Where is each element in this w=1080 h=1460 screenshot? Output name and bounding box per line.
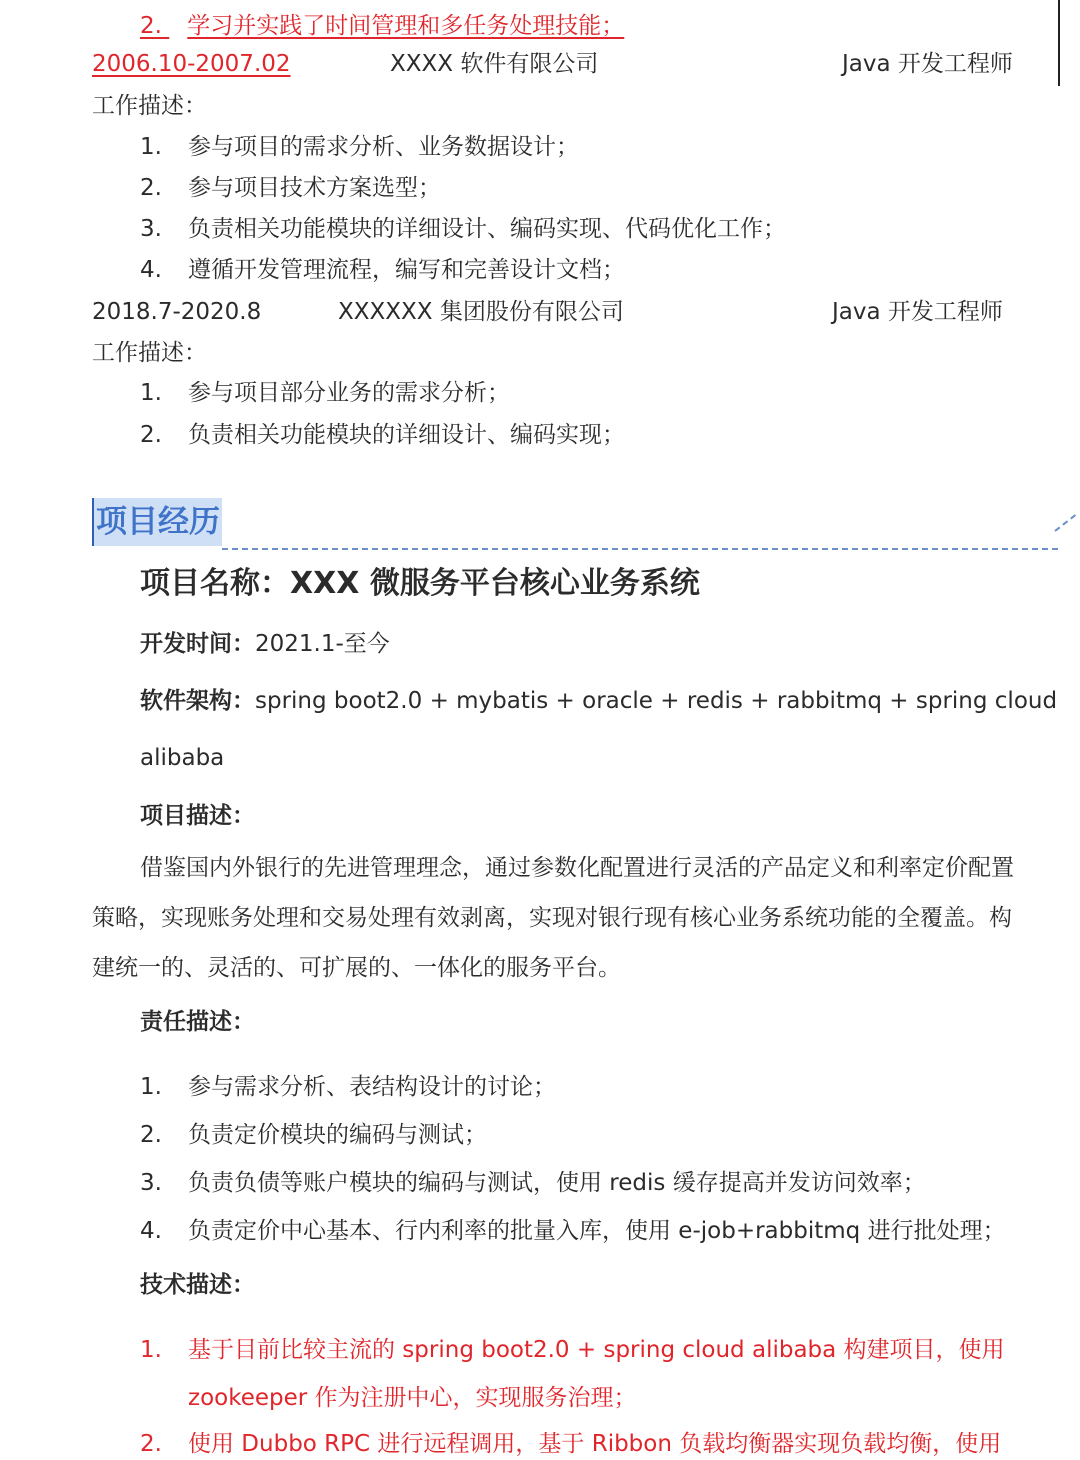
section-dashed-rule [222,548,1058,550]
page-edge-rule [1058,0,1060,86]
job2-company: XXXXXX 集团股份有限公司 [338,299,624,325]
arch-value-line1: spring boot2.0 + mybatis + oracle + redis + rabbitmq + spring cloud [255,688,1058,714]
job1-desc-label: 工作描述： [92,93,207,119]
project-title: 项目名称：XXX 微服务平台核心业务系统 [140,566,700,601]
list-text: 参与需求分析、表结构设计的讨论； [188,1074,556,1100]
job1-item [140,172,441,204]
tech-item-continuation: zookeeper 作为注册中心，实现服务治理； [188,1385,637,1411]
job2-desc-label: 工作描述： [92,340,207,366]
list-text: 负责定价中心基本、行内利率的批量入库，使用 e-job+rabbitmq 进行批处理； [188,1218,1006,1244]
list-text: 遵循开发管理流程，编写和完善设计文档； [188,257,625,283]
list-number: 2. [140,1122,162,1148]
list-number: 4. [140,1218,162,1244]
list-text: 参与项目技术方案选型； [188,175,441,201]
resp-item [140,1119,487,1151]
top-list-item [140,10,624,42]
resp-item [140,1167,926,1199]
job2-item [140,419,625,451]
job1-period: 2006.10-2007.02 [92,51,291,77]
list-number: 2. [140,175,162,201]
list-number: 1. [140,1074,162,1100]
list-number: 1. [140,380,162,406]
job1-role: Java 开发工程师 [842,51,1013,77]
resp-item [140,1071,556,1103]
job2-period: 2018.7-2020.8 [92,299,262,325]
dev-time-value: 2021.1-至今 [255,631,390,657]
list-number: 2. [140,1431,162,1457]
dev-time-label: 开发时间： [140,631,255,657]
job1-item [140,254,625,286]
arch-row [140,676,1057,726]
list-text: 参与项目的需求分析、业务数据设计； [188,134,579,160]
list-text: 负责定价模块的编码与测试； [188,1122,487,1148]
job1-item [140,131,579,163]
project-desc-line2: 策略，实现账务处理和交易处理有效剥离，实现对银行现有核心业务系统功能的全覆盖。构 [92,905,1012,931]
list-text: 负责相关功能模块的详细设计、编码实现； [188,422,625,448]
top-item-number: 2. [140,13,162,39]
section-heading-projects[interactable]: 项目经历 [92,498,222,546]
dev-time-row [140,619,390,669]
job1-item [140,213,786,245]
project-desc-line3: 建统一的、灵活的、可扩展的、一体化的服务平台。 [92,955,621,981]
list-number: 1. [140,1337,162,1363]
list-number: 4. [140,257,162,283]
job2-role: Java 开发工程师 [832,299,1003,325]
job2-item [140,377,510,409]
list-text: 负责相关功能模块的详细设计、编码实现、代码优化工作； [188,216,786,242]
arch-label: 软件架构： [140,688,255,714]
resp-label: 责任描述： [140,1009,255,1035]
tech-item [140,1428,1002,1460]
list-number: 3. [140,216,162,242]
list-number: 2. [140,422,162,448]
project-desc-line1: 借鉴国内外银行的先进管理理念，通过参数化配置进行灵活的产品定义和利率定价配置 [140,855,1014,881]
list-text: 参与项目部分业务的需求分析； [188,380,510,406]
list-text: 使用 Dubbo RPC 进行远程调用，基于 Ribbon 负载均衡器实现负载均衡，使用 [188,1431,1002,1457]
list-number: 1. [140,134,162,160]
arch-value-line2: alibaba [140,745,225,771]
list-text: 基于目前比较主流的 spring boot2.0 + spring cloud alibaba 构建项目，使用 [188,1337,1005,1363]
tech-item [140,1334,1005,1366]
section-dashed-rule-tail [1054,514,1076,532]
top-item-text: 学习并实践了时间管理和多任务处理技能； [187,13,625,39]
job1-company: XXXX 软件有限公司 [390,51,599,77]
resp-item [140,1215,1006,1247]
tech-label: 技术描述： [140,1272,255,1298]
list-number: 3. [140,1170,162,1196]
list-text: 负责负债等账户模块的编码与测试，使用 redis 缓存提高并发访问效率； [188,1170,926,1196]
project-desc-label: 项目描述： [140,803,255,829]
